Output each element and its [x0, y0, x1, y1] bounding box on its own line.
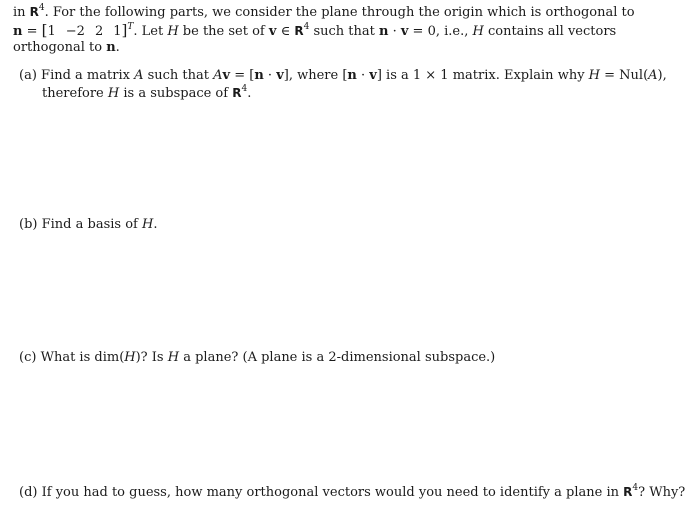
transpose-symbol: T	[127, 22, 134, 32]
part-label: (c)	[19, 350, 37, 365]
intro-text: ∈	[276, 24, 295, 39]
question-text: = [	[230, 68, 255, 83]
exponent: 4	[303, 22, 310, 32]
vector-v: v	[400, 24, 409, 39]
intro-text: be the set of	[178, 24, 269, 39]
intro-text: . Let	[133, 24, 168, 39]
question-text: Find a matrix	[41, 68, 135, 83]
question-text: therefore	[42, 86, 108, 101]
dot-operator: ·	[356, 68, 370, 83]
intro-line-1	[13, 3, 635, 22]
question-text: )? Is	[135, 350, 168, 365]
equals-sign: =	[22, 24, 42, 39]
reals-symbol: R	[29, 5, 39, 19]
vector-v: v	[222, 68, 231, 83]
set-H: H	[107, 86, 120, 101]
question-text: ] is a 1 × 1 matrix. Explain why	[376, 68, 589, 83]
matrix-A: A	[648, 68, 658, 83]
vector-v: v	[276, 68, 284, 83]
vector-entry: 1	[47, 24, 56, 39]
set-H: H	[588, 68, 601, 83]
left-bracket: [	[41, 21, 48, 39]
part-label: (a)	[19, 68, 37, 83]
right-bracket: ]	[121, 21, 128, 39]
vector-entry: 1	[113, 24, 122, 39]
intro-text: = 0, i.e.,	[408, 24, 473, 39]
question-text: such that	[143, 68, 214, 83]
question-text: = Nul(	[600, 68, 649, 83]
exponent: 4	[241, 84, 248, 94]
part-c	[19, 349, 495, 367]
question-text: a plane? (A plane is a 2-dimensional subspace.)	[179, 350, 496, 365]
reals-symbol: R	[294, 24, 304, 38]
matrix-A: A	[213, 68, 223, 83]
vector-entry: 2	[94, 24, 104, 39]
vector-n: n	[378, 24, 389, 39]
vector-v: v	[268, 24, 277, 39]
question-text: .	[153, 217, 158, 232]
intro-text: orthogonal to	[13, 40, 107, 55]
intro-line-3	[13, 39, 120, 57]
question-text: ? Why?	[638, 485, 685, 500]
intro-text: in	[13, 5, 30, 20]
part-label: (d)	[19, 485, 38, 500]
set-H: H	[472, 24, 484, 39]
part-a-line-1	[19, 67, 667, 85]
vector-v: v	[369, 68, 377, 83]
vector-n: n	[254, 68, 264, 83]
set-H: H	[124, 350, 136, 365]
intro-text: .	[115, 40, 120, 55]
matrix-A: A	[134, 68, 144, 83]
part-label: (b)	[19, 217, 38, 232]
part-d	[19, 483, 685, 502]
exponent: 4	[632, 483, 639, 493]
question-text: What is dim(	[40, 350, 125, 365]
question-text: is a subspace of	[119, 86, 233, 101]
question-text: Find a basis of	[41, 217, 142, 232]
set-H: H	[167, 24, 179, 39]
part-a-line-2	[42, 84, 251, 103]
intro-text: . For the following parts, we consider the plane through the origin which is orthogonal to	[44, 5, 635, 20]
dot-operator: ·	[388, 24, 401, 39]
intro-text: such that	[309, 24, 379, 39]
part-b	[19, 216, 157, 234]
vector-n: n	[13, 24, 23, 39]
dot-operator: ·	[263, 68, 277, 83]
reals-symbol: R	[623, 485, 633, 499]
intro-text: contains all vectors	[483, 24, 617, 39]
question-text: ),	[657, 68, 667, 83]
exponent: 4	[38, 3, 45, 13]
vector-n: n	[106, 40, 116, 55]
vector-entry: −2	[65, 24, 85, 39]
intro-line-2	[13, 21, 616, 41]
question-text: If you had to guess, how many orthogonal vectors would you need to identify a plane in	[41, 485, 624, 500]
question-text: .	[247, 86, 252, 101]
question-text: ], where [	[283, 68, 348, 83]
set-H: H	[167, 350, 180, 365]
vector-n: n	[347, 68, 357, 83]
reals-symbol: R	[232, 86, 242, 100]
set-H: H	[141, 217, 154, 232]
